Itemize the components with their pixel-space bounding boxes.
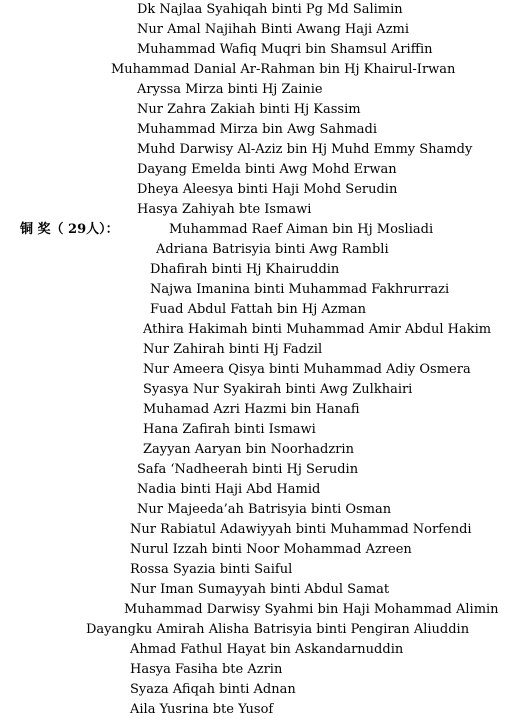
list-item: Nurul Izzah binti Noor Mohammad Azreen (130, 542, 412, 557)
list-item: Nur Iman Sumayyah binti Abdul Samat (130, 582, 390, 597)
list-item: Muhammad Wafiq Muqri bin Shamsul Ariffin (137, 42, 433, 57)
list-item: Muhd Darwisy Al-Aziz bin Hj Muhd Emmy Shamdy (137, 142, 473, 157)
list-item: Ahmad Fathul Hayat bin Askandarnuddin (130, 642, 404, 657)
list-item: Fuad Abdul Fattah bin Hj Azman (150, 302, 367, 317)
list-item: Safa ‘Nadheerah binti Hj Serudin (137, 462, 359, 477)
list-item: Dhafirah binti Hj Khairuddin (150, 262, 340, 277)
list-item: Nur Rabiatul Adawiyyah binti Muhammad Norfendi (130, 522, 472, 537)
list-item: Najwa Imanina binti Muhammad Fakhrurrazi (150, 282, 450, 297)
list-item: Hasya Fasiha bte Azrin (130, 662, 283, 677)
list-item: Muhammad Darwisy Syahmi bin Haji Mohammad Alimin (124, 602, 499, 617)
list-item: Athira Hakimah binti Muhammad Amir Abdul Hakim (143, 322, 492, 337)
list-item: Nur Ameera Qisya binti Muhammad Adiy Osmera (143, 362, 471, 377)
list-item: Muhammad Mirza bin Awg Sahmadi (137, 122, 378, 137)
list-item: Aryssa Mirza binti Hj Zainie (137, 82, 323, 97)
list-item: Dheya Aleesya binti Haji Mohd Serudin (137, 182, 398, 197)
list-item: Muhammad Danial Ar-Rahman bin Hj Khairul-Irwan (111, 62, 456, 77)
bronze-award-heading: 铜 奖（ 29人）： (20, 222, 119, 237)
list-item: Dk Najlaa Syahiqah binti Pg Md Salimin (137, 2, 403, 17)
list-item: Muhamad Azri Hazmi bin Hanafi (143, 402, 360, 417)
list-item: Syaza Afiqah binti Adnan (130, 682, 296, 697)
list-item: Nur Zahirah binti Hj Fadzil (143, 342, 323, 357)
list-item: Rossa Syazia binti Saiful (130, 562, 293, 577)
list-item: Dayangku Amirah Alisha Batrisyia binti Pengiran Aliuddin (86, 622, 470, 637)
list-item: Aila Yusrina bte Yusof (130, 702, 274, 717)
list-item: Hasya Zahiyah bte Ismawi (137, 202, 312, 217)
list-item: Nur Amal Najihah Binti Awang Haji Azmi (137, 22, 410, 37)
list-item: Nur Majeeda’ah Batrisyia binti Osman (137, 502, 392, 517)
list-item: Dayang Emelda binti Awg Mohd Erwan (137, 162, 397, 177)
list-item: Syasya Nur Syakirah binti Awg Zulkhairi (143, 382, 413, 397)
list-item: Nadia binti Haji Abd Hamid (137, 482, 321, 497)
list-item: Hana Zafirah binti Ismawi (143, 422, 316, 437)
list-item: Muhammad Raef Aiman bin Hj Mosliadi (169, 222, 434, 237)
list-item: Zayyan Aaryan bin Noorhadzrin (143, 442, 354, 457)
list-item: Adriana Batrisyia binti Awg Rambli (156, 242, 389, 257)
list-item: Nur Zahra Zakiah binti Hj Kassim (137, 102, 361, 117)
